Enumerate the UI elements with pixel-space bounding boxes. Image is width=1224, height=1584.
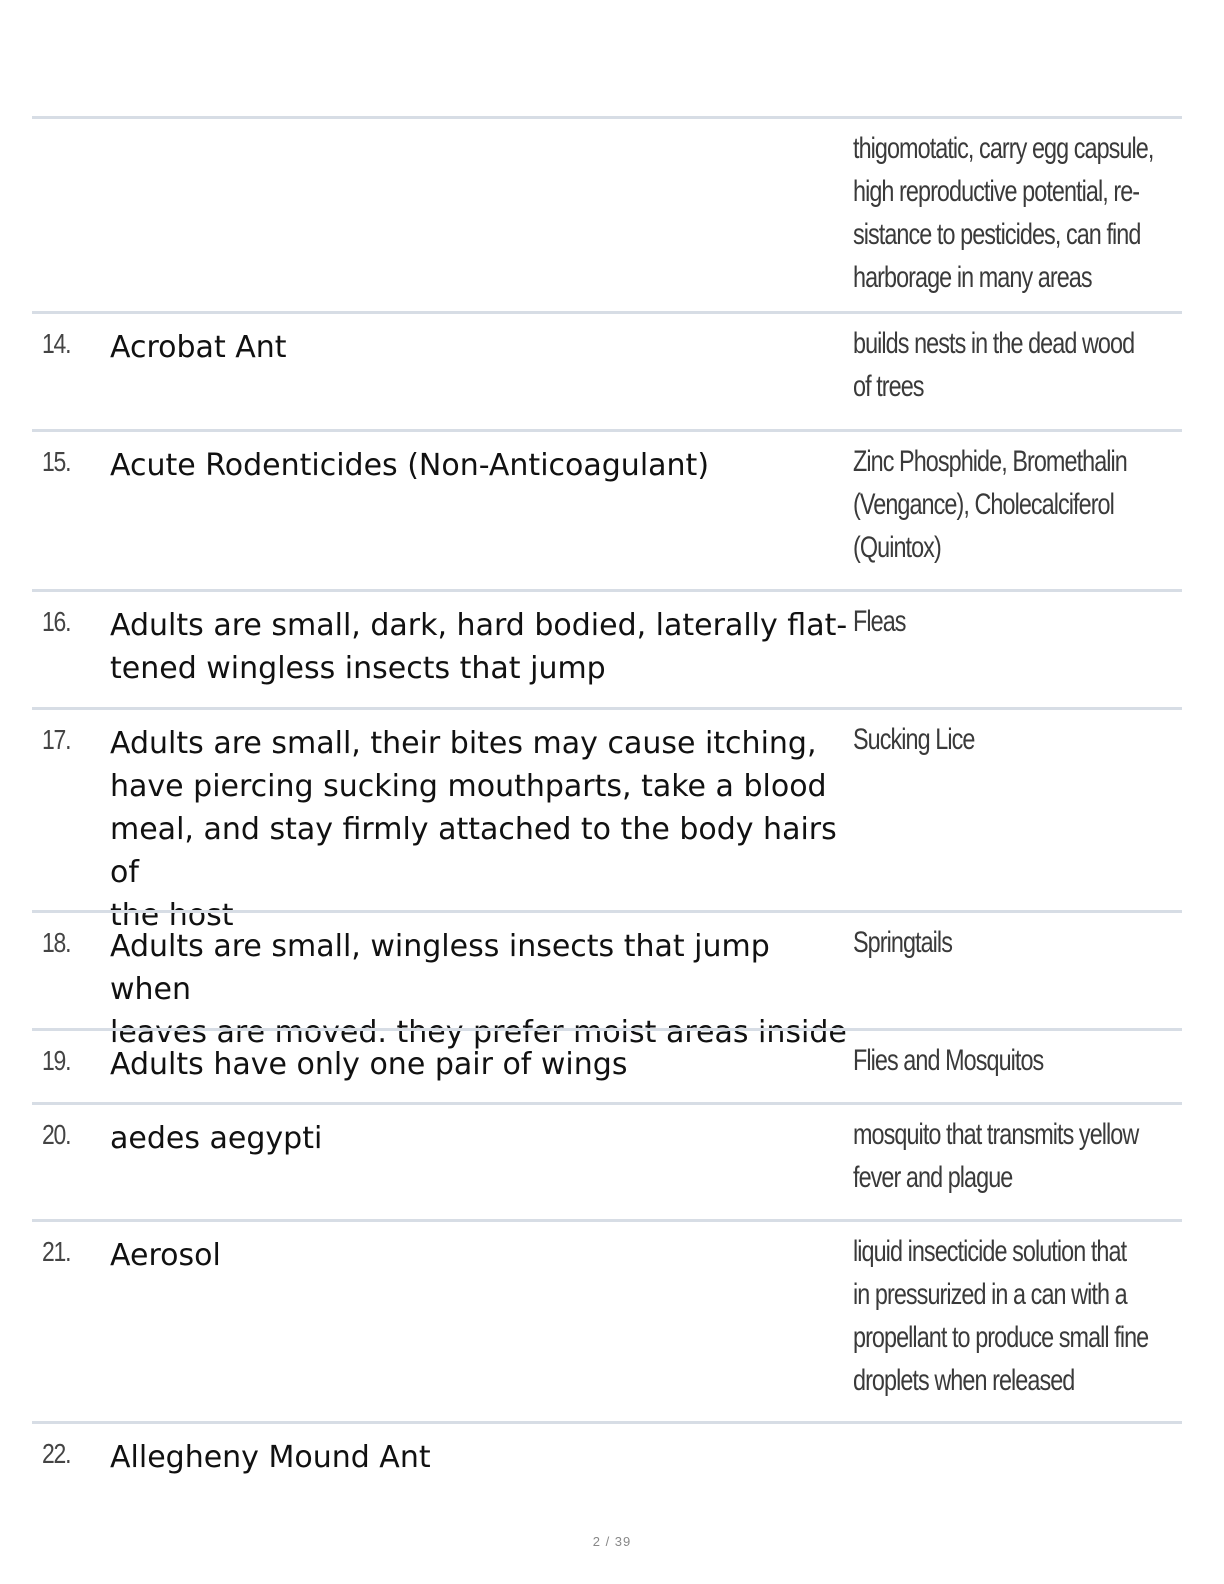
entry-number: 19. [42,1045,71,1076]
definition-line: of trees [853,370,924,403]
table-row [32,589,1182,707]
definition-line: Springtails [853,926,952,959]
definition-line: droplets when released [853,1364,1075,1397]
term-line: Aerosol [110,1238,221,1273]
definition-line: fever and plague [853,1161,1013,1194]
definition-line: (Vengance), Cholecalciferol [853,488,1114,521]
definition-cell [853,1230,1183,1402]
term-cell [110,1117,850,1160]
definition-cell [853,1039,1183,1082]
term-cell [110,604,850,690]
definition-cell [853,1113,1183,1199]
entry-number: 17. [42,724,71,755]
definition-line: Flies and Mosquitos [853,1044,1044,1077]
definition-cell [853,600,1183,643]
term-line: Adults have only one pair of wings [110,1047,628,1082]
glossary-table [32,116,1182,1494]
definition-line: Zinc Phosphide, Bromethalin [853,445,1127,478]
term-line: tened wingless insects that jump [110,651,606,686]
table-row [32,910,1182,1050]
definition-line: sistance to pesticides, can find [853,218,1141,251]
term-cell [110,1043,850,1086]
definition-line: propellant to produce small fine [853,1321,1149,1354]
term-cell [110,444,850,487]
term-cell [110,1234,850,1277]
definition-line: builds nests in the dead wood [853,327,1135,360]
term-line: meal, and stay firmly attached to the body hairs of [110,812,837,890]
definition-line: thigomotatic, carry egg capsule, [853,132,1154,165]
term-line: Adults are small, wingless insects that jump when [110,929,770,1007]
definition-cell [853,440,1183,569]
table-row [32,311,1182,429]
table-row [32,1219,1182,1424]
definition-line: (Quintox) [853,531,941,564]
term-line: the host [110,898,234,933]
term-cell [110,1436,850,1479]
term-line: have piercing sucking mouthparts, take a blood [110,769,827,804]
term-line: aedes aegypti [110,1121,323,1156]
definition-line: liquid insecticide solution that [853,1235,1127,1268]
page-indicator: 2 / 39 [592,1534,632,1549]
term-line: Adults are small, their bites may cause itching, [110,726,817,761]
term-line: leaves are moved. they prefer moist areas inside [110,1015,847,1050]
definition-cell [853,718,1183,761]
entry-number: 18. [42,927,71,958]
definition-cell [853,322,1183,408]
definition-line: high reproductive potential, re- [853,175,1140,208]
entry-number: 14. [42,328,71,359]
entry-number: 20. [42,1119,71,1150]
table-row [32,1102,1182,1219]
definition-cell [853,127,1183,299]
term-line: Acrobat Ant [110,330,287,365]
entry-number: 22. [42,1438,71,1469]
definition-line: mosquito that transmits yellow [853,1118,1139,1151]
entry-number: 16. [42,606,71,637]
term-line: Acute Rodenticides (Non-Anticoagulant) [110,448,710,483]
entry-number: 15. [42,446,71,477]
definition-line: in pressurized in a can with a [853,1278,1127,1311]
term-line: Allegheny Mound Ant [110,1440,431,1475]
definition-cell [853,921,1183,964]
table-row [32,429,1182,589]
entry-number: 21. [42,1236,71,1267]
definition-line: Sucking Lice [853,723,975,756]
table-row [32,116,1182,311]
definition-line: harborage in many areas [853,261,1092,294]
term-line: Adults are small, dark, hard bodied, laterally flat- [110,608,848,643]
table-row [32,1028,1182,1102]
term-cell [110,326,850,369]
definition-line: Fleas [853,605,906,638]
term-cell [110,722,850,937]
table-row [32,707,1182,933]
table-row [32,1424,1182,1494]
